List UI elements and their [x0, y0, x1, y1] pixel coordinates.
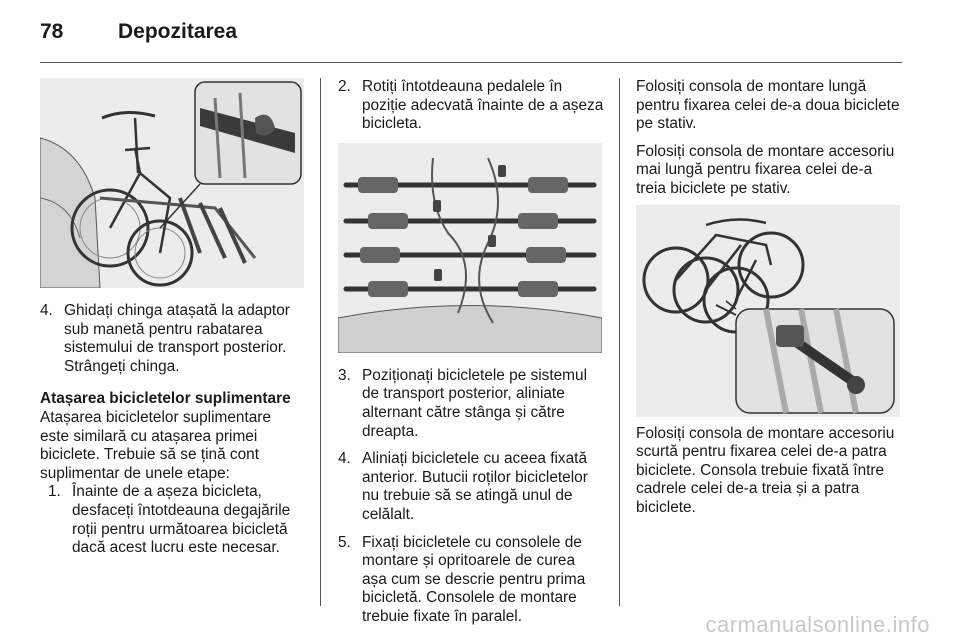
list-item: 1. Înainte de a așeza bicicleta, desfaceți întotdeauna degajările roții pentru următoarea bicicletă dacă acest lucru este necesar.	[48, 483, 291, 557]
section-subheading: Atașarea bicicletelor suplimentare	[40, 390, 291, 408]
page-header	[40, 16, 902, 56]
list-item: 3. Poziționați bicicletele pe sistemul de transport posterior, aliniate alternant către stânga și către dreapta.	[338, 366, 587, 440]
column-divider-2	[619, 78, 620, 606]
paragraph: Folosiți consola de montare lungă pentru fixarea celei de-a doua biciclete pe stativ.	[636, 78, 900, 133]
list-item: 5. Fixați bicicletele cu consolele de montare și opritoarele de curea așa cum se descrie pentru prima bicicletă. Consolele de montare trebuie fixate în paralel.	[338, 533, 586, 625]
page-title: Depozitarea	[118, 20, 238, 43]
page-number: 78	[40, 20, 64, 43]
bracket-between-frames-illustration	[636, 205, 900, 417]
column-2	[338, 78, 604, 636]
column-3	[636, 78, 904, 527]
paragraph: Atașarea bicicletelor suplimentare este similară cu atașarea primei biciclete. Trebuie să se țină cont suplimentar de unele etape:	[40, 408, 271, 482]
list-item: 2. Rotiți întotdeauna pedalele în poziție adecvată înainte de a așeza bicicleta.	[338, 78, 604, 133]
four-bikes-top-view-illustration	[338, 143, 602, 353]
paragraph: Folosiți consola de montare accesoriu scurtă pentru fixarea celei de-a patra biciclete. Consola trebuie fixată între cadrele celei de-a treia și a patra biciclete.	[636, 424, 895, 516]
list-item: 4. Aliniați bicicletele cu aceea fixată anterior. Butucii roților bicicletelor nu trebuie să se atingă unul de celălalt.	[338, 450, 588, 523]
column-divider-1	[320, 78, 321, 606]
bike-carrier-strap-illustration	[40, 78, 304, 288]
list-item: 4. Ghidați chinga atașată la adaptor sub manetă pentru rabatarea sistemului de transport posterior. Strângeți chinga.	[40, 302, 290, 375]
column-1	[40, 78, 304, 567]
watermark: carmanualsonline.info	[705, 612, 930, 637]
header-rule	[40, 62, 902, 63]
paragraph: Folosiți consola de montare accesoriu mai lungă pentru fixarea celei de-a treia biciclete pe stativ.	[636, 142, 895, 197]
